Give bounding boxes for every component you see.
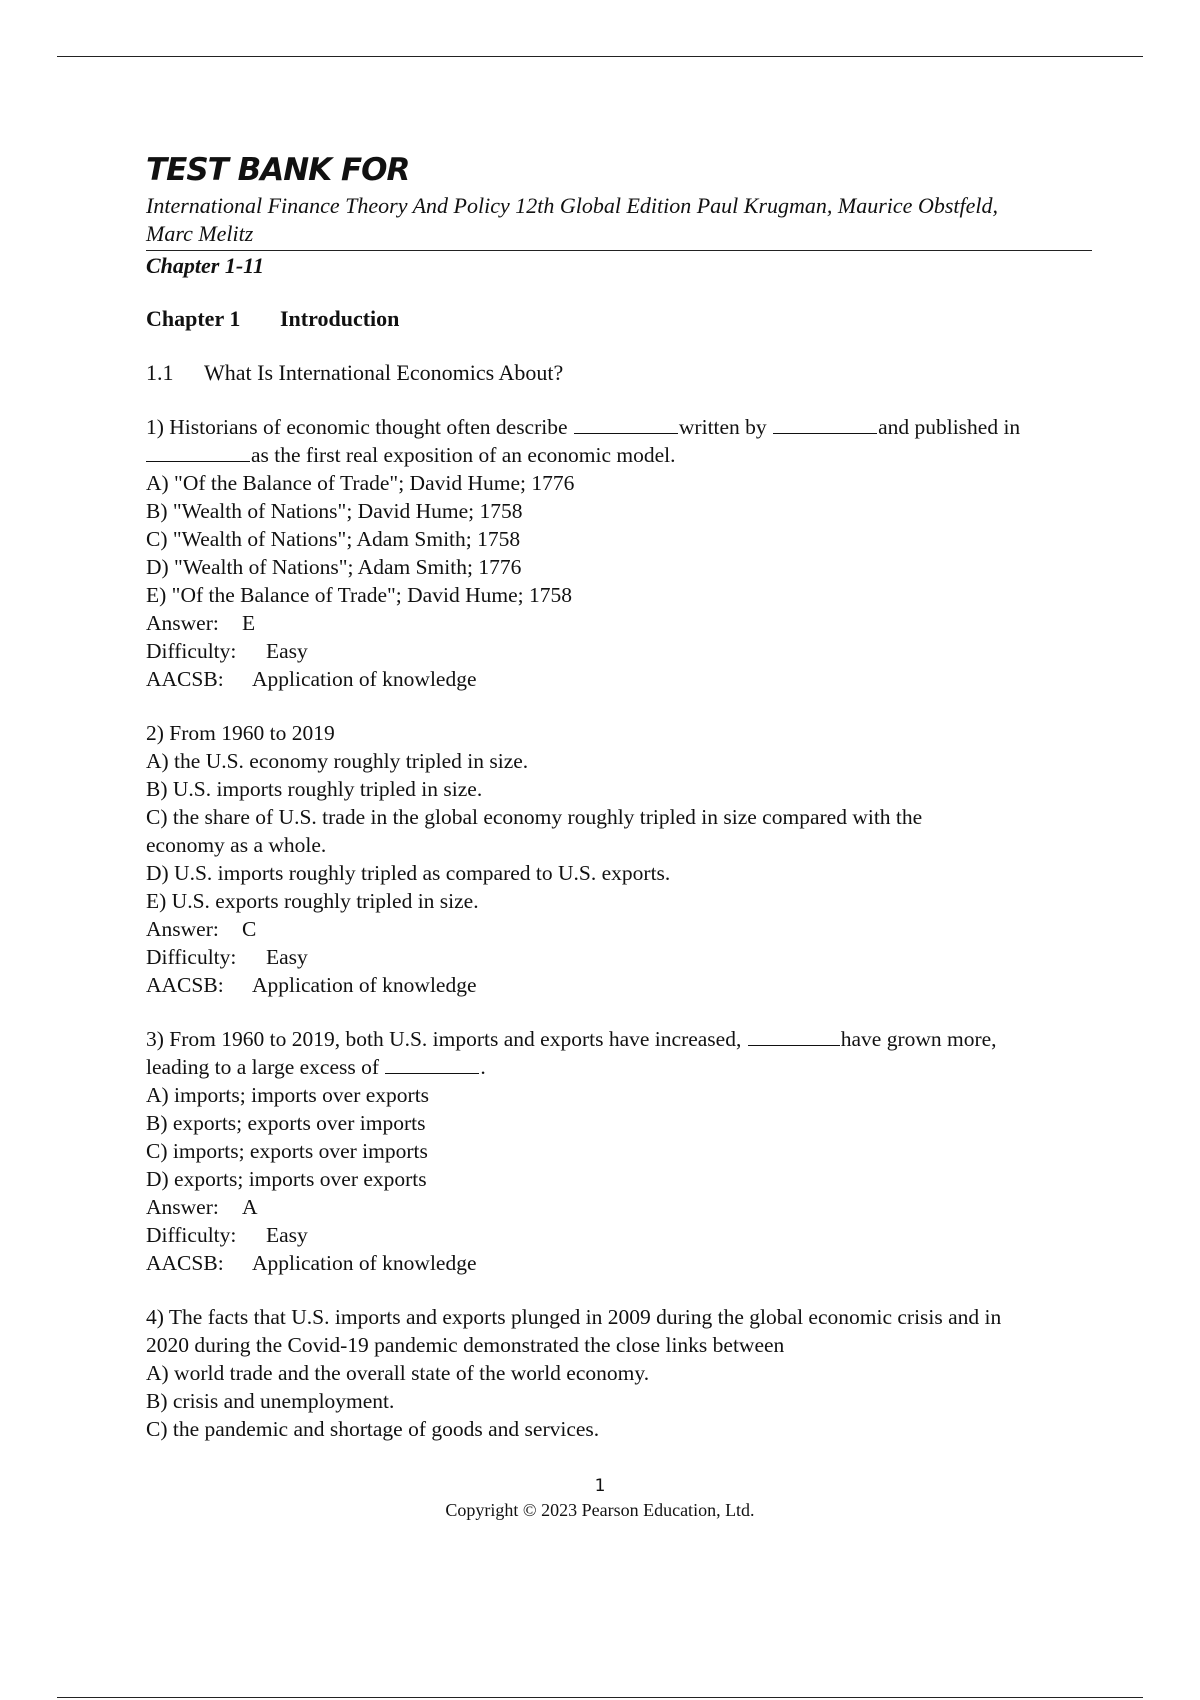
bottom-rule — [57, 1697, 1143, 1698]
option: C) the share of U.S. trade in the global economy roughly tripled in size compared with the — [146, 805, 923, 829]
option: D) U.S. imports roughly tripled as compared to U.S. exports. — [146, 861, 671, 885]
subtitle-line: Marc Melitz — [146, 221, 254, 246]
aacsb-row: AACSB: Application of knowledge — [146, 1251, 477, 1275]
fill-blank — [385, 1055, 479, 1074]
question-stem-cont: leading to a large excess of . — [146, 1055, 486, 1079]
page-footer — [0, 1475, 1200, 1523]
option: B) exports; exports over imports — [146, 1111, 426, 1135]
difficulty-row: Difficulty: Easy — [146, 1223, 308, 1247]
option: A) "Of the Balance of Trade"; David Hume; 1776 — [146, 471, 575, 495]
difficulty-row: Difficulty: Easy — [146, 639, 308, 663]
answer-row: Answer: E — [146, 611, 256, 635]
option: E) U.S. exports roughly tripled in size. — [146, 889, 479, 913]
option: B) U.S. imports roughly tripled in size. — [146, 777, 483, 801]
question-stem-cont: 2020 during the Covid-19 pandemic demonstrated the close links between — [146, 1333, 785, 1357]
question-stem: 3) From 1960 to 2019, both U.S. imports and exports have increased, have grown more, — [146, 1027, 997, 1051]
chapter-title: Introduction — [280, 306, 400, 331]
option: A) the U.S. economy roughly tripled in size. — [146, 749, 529, 773]
page-number: 1 — [594, 1476, 606, 1496]
answer-row: Answer: A — [146, 1195, 258, 1219]
question-1 — [146, 413, 1092, 693]
fill-blank — [146, 443, 250, 462]
question-stem-cont: as the first real exposition of an economic model. — [146, 441, 1092, 469]
chapter-heading — [146, 305, 1092, 333]
option: B) "Wealth of Nations"; David Hume; 1758 — [146, 499, 523, 523]
question-3 — [146, 1025, 1092, 1277]
option-cont: economy as a whole. — [146, 833, 327, 857]
subtitle-line: International Finance Theory And Policy 12th Global Edition Paul Krugman, Maurice Obstfeld, — [146, 193, 998, 218]
option: C) "Wealth of Nations"; Adam Smith; 1758 — [146, 527, 521, 551]
difficulty-value: Easy — [266, 639, 308, 663]
option: C) the pandemic and shortage of goods and services. — [146, 1417, 600, 1441]
difficulty-value: Easy — [266, 1223, 308, 1247]
option: A) world trade and the overall state of the world economy. — [146, 1361, 650, 1385]
section-title: What Is International Economics About? — [204, 360, 564, 385]
option: D) exports; imports over exports — [146, 1167, 427, 1191]
answer-row: Answer: C — [146, 917, 257, 941]
option: B) crisis and unemployment. — [146, 1389, 395, 1413]
option: D) "Wealth of Nations"; Adam Smith; 1776 — [146, 555, 522, 579]
answer-value: E — [242, 611, 256, 635]
aacsb-value: Application of knowledge — [252, 667, 477, 691]
question-stem: 4) The facts that U.S. imports and exports plunged in 2009 during the global economic crisis and in — [146, 1305, 1002, 1329]
top-rule — [57, 56, 1143, 57]
copyright-notice: Copyright © 2023 Pearson Education, Ltd. — [445, 1500, 755, 1520]
aacsb-row: AACSB: Application of knowledge — [146, 973, 477, 997]
document-page — [146, 150, 1092, 1443]
chapter-range: Chapter 1-11 — [146, 253, 264, 278]
difficulty-value: Easy — [266, 945, 308, 969]
section-heading — [146, 359, 1092, 387]
aacsb-value: Application of knowledge — [252, 1251, 477, 1275]
fill-blank — [748, 1027, 840, 1046]
question-stem: 1) Historians of economic thought often describe written by and published in — [146, 415, 1021, 439]
chapter-number: Chapter 1 — [146, 306, 241, 331]
fill-blank — [574, 415, 678, 434]
question-2 — [146, 719, 1092, 999]
book-subtitle — [146, 192, 1092, 248]
option: C) imports; exports over imports — [146, 1139, 428, 1163]
aacsb-row: AACSB: Application of knowledge — [146, 667, 477, 691]
answer-value: A — [242, 1195, 258, 1219]
option: E) "Of the Balance of Trade"; David Hume; 1758 — [146, 583, 572, 607]
option: A) imports; imports over exports — [146, 1083, 430, 1107]
question-4 — [146, 1303, 1092, 1443]
difficulty-row: Difficulty: Easy — [146, 945, 308, 969]
answer-value: C — [242, 917, 257, 941]
test-bank-title: TEST BANK FOR — [146, 152, 410, 188]
fill-blank — [773, 415, 877, 434]
question-stem: 2) From 1960 to 2019 — [146, 721, 335, 745]
aacsb-value: Application of knowledge — [252, 973, 477, 997]
section-number: 1.1 — [146, 360, 174, 385]
